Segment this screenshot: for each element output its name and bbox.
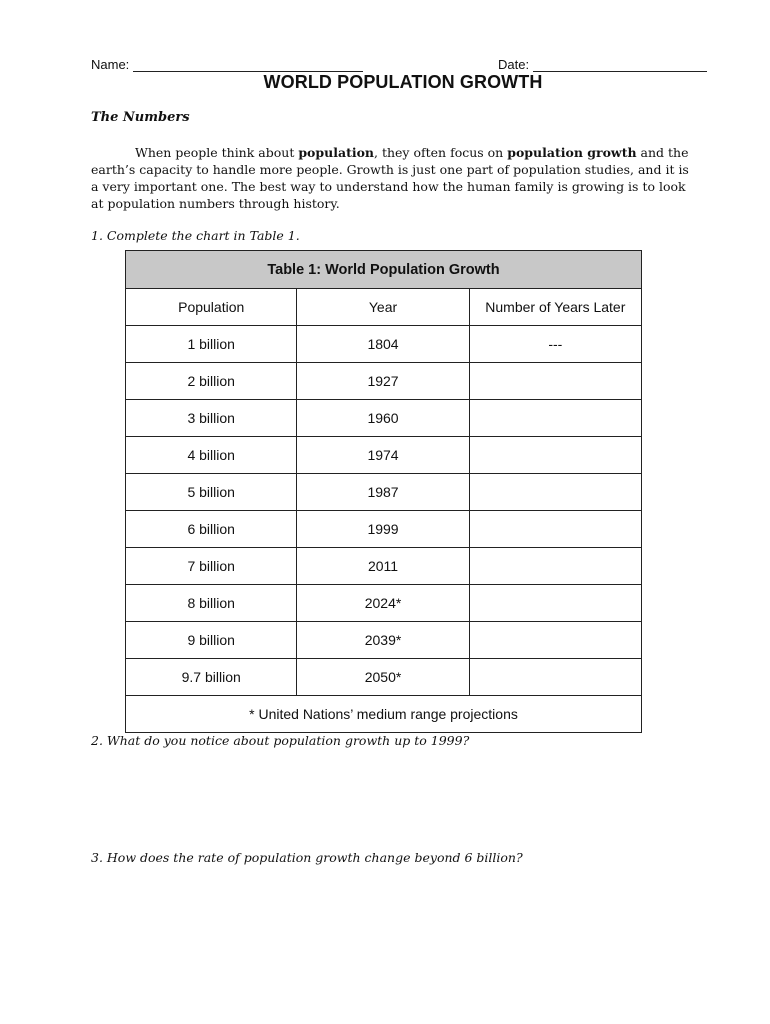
- cell-population: 1 billion: [126, 326, 297, 363]
- cell-year: 1974: [297, 437, 469, 474]
- cell-population: 4 billion: [126, 437, 297, 474]
- table-footnote: * United Nations’ medium range projections: [126, 696, 642, 733]
- cell-year: 2011: [297, 548, 469, 585]
- name-field: [91, 57, 363, 72]
- column-header-years-later: Number of Years Later: [469, 289, 641, 326]
- intro-bold-population-growth: population growth: [507, 145, 637, 160]
- cell-year: 2024*: [297, 585, 469, 622]
- date-blank-line: [533, 59, 707, 72]
- cell-years-later[interactable]: [469, 400, 641, 437]
- table-row: [126, 511, 642, 548]
- cell-population: 3 billion: [126, 400, 297, 437]
- cell-year: 1804: [297, 326, 469, 363]
- cell-population: 6 billion: [126, 511, 297, 548]
- question-1: 1. Complete the chart in Table 1.: [91, 228, 300, 243]
- cell-years-later[interactable]: [469, 585, 641, 622]
- column-header-population: Population: [126, 289, 297, 326]
- section-heading: The Numbers: [91, 110, 190, 125]
- intro-text-2: , they often focus on: [374, 145, 508, 160]
- cell-year: 2039*: [297, 622, 469, 659]
- cell-years-later[interactable]: [469, 474, 641, 511]
- cell-population: 7 billion: [126, 548, 297, 585]
- cell-population: 9 billion: [126, 622, 297, 659]
- cell-year: 2050*: [297, 659, 469, 696]
- cell-years-later[interactable]: [469, 622, 641, 659]
- table-row: [126, 474, 642, 511]
- intro-paragraph: [91, 144, 697, 212]
- table-row: [126, 437, 642, 474]
- cell-population: 5 billion: [126, 474, 297, 511]
- question-3: 3. How does the rate of population growth change beyond 6 billion?: [91, 850, 523, 865]
- cell-years-later[interactable]: [469, 659, 641, 696]
- cell-years-later[interactable]: [469, 363, 641, 400]
- table-row: [126, 363, 642, 400]
- table-row: [126, 400, 642, 437]
- date-label: Date:: [498, 57, 530, 72]
- cell-years-later[interactable]: ---: [469, 326, 641, 363]
- cell-year: 1987: [297, 474, 469, 511]
- cell-years-later[interactable]: [469, 548, 641, 585]
- date-field: [498, 57, 707, 72]
- name-blank-line: [133, 59, 363, 72]
- cell-population: 9.7 billion: [126, 659, 297, 696]
- table-caption: Table 1: World Population Growth: [126, 251, 642, 289]
- cell-year: 1999: [297, 511, 469, 548]
- name-label: Name:: [91, 57, 130, 72]
- table-row: [126, 659, 642, 696]
- table-row: [126, 548, 642, 585]
- population-table: [125, 250, 642, 733]
- table-body: [126, 326, 642, 696]
- intro-bold-population: population: [298, 145, 375, 160]
- column-header-year: Year: [297, 289, 469, 326]
- cell-population: 2 billion: [126, 363, 297, 400]
- cell-years-later[interactable]: [469, 511, 641, 548]
- cell-population: 8 billion: [126, 585, 297, 622]
- question-2: 2. What do you notice about population growth up to 1999?: [91, 733, 470, 748]
- cell-years-later[interactable]: [469, 437, 641, 474]
- table-row: [126, 622, 642, 659]
- document-title: WORLD POPULATION GROWTH: [263, 72, 543, 92]
- table-row: [126, 326, 642, 363]
- table-row: [126, 585, 642, 622]
- header-fields: [91, 57, 709, 73]
- cell-year: 1927: [297, 363, 469, 400]
- intro-text-3: and the earth’s capacity to handle more people. Growth is just one part of population studies, and it is a very important one. The best way to understand how the human family is growing is to look at population numbers through history.: [91, 145, 689, 211]
- intro-text-1: When people think about: [135, 145, 299, 160]
- cell-year: 1960: [297, 400, 469, 437]
